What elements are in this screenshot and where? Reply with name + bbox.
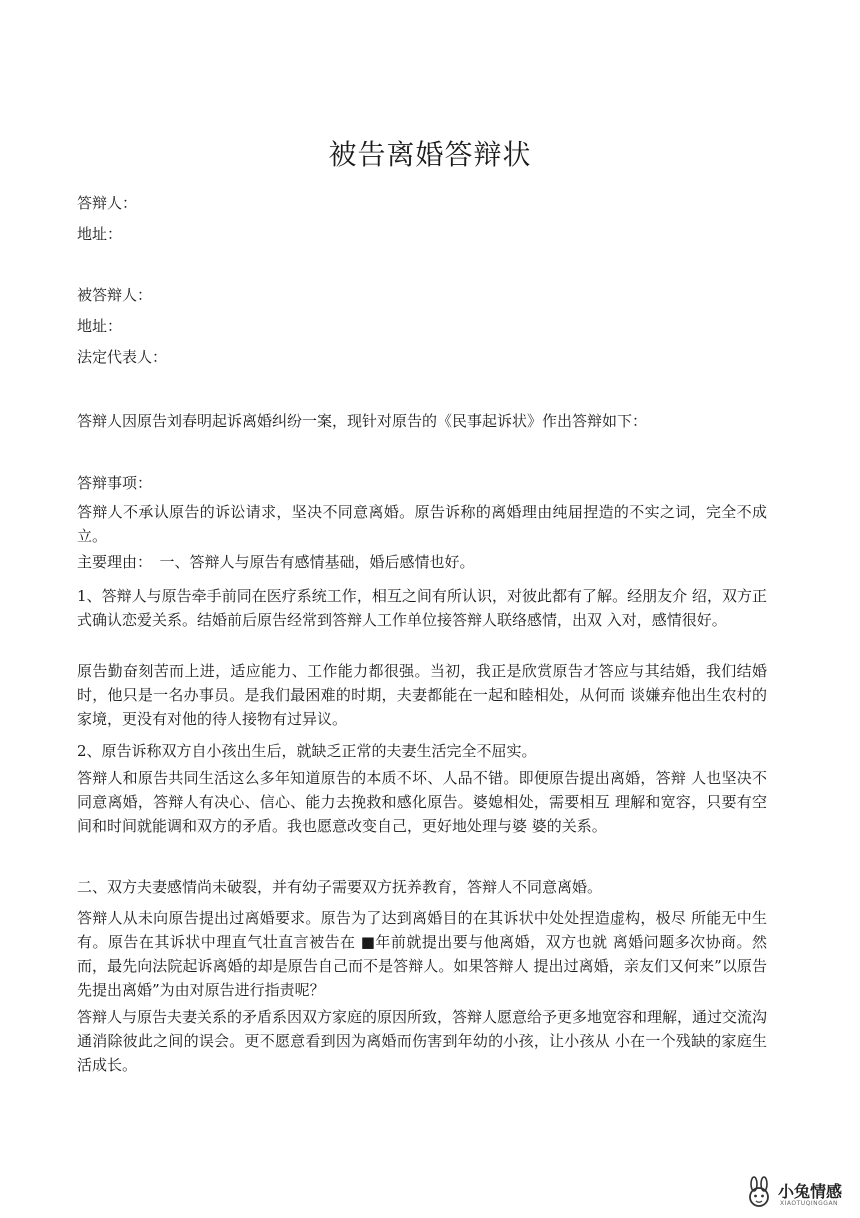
paragraph-point-2: 2、原告诉称双方自小孩出生后，就缺乏正常的夫妻生活完全不屈实。 [77,742,537,760]
matters-heading: 答辩事项： [77,474,153,492]
paragraph-point-1: 1、答辩人与原告牵手前同在医疗系统工作，相互之间有所认识，对彼此都有了解。经朋友介 绍，双方正式确认恋爱关系。结婚前后原告经常到答辩人工作单位接答辩人联络感情，出双 入对，感情很好。 [77,587,767,629]
watermark [742,1176,850,1212]
paragraph-family-conflict: 答辩人与原告夫妻关系的矛盾系因双方家庭的原因所致，答辩人愿意给予更多地宽容和理解，通过交流沟通消除彼此之间的误会。更不愿意看到因为离婚而伤害到年幼的小孩，让小孩从 小在一个残缺的家庭生活成长。 [77,1008,768,1074]
rabbit-logo-icon [742,1176,776,1210]
respondent-label: 答辩人： [77,194,138,212]
document-title: 被告离婚答辩状 [328,138,532,171]
plaintiff-address-label: 地址： [77,317,123,335]
paragraph-plaintiff-character: 原告勤奋刻苦而上进，适应能力、工作能力都很强。当初，我正是欣赏原告才答应与其结婚，我们结婚时，他只是一名办事员。是我们最困难的时期，夫妻都能在一起和睦相处，从何而 谈嫌弃他出生农村的家境，更没有对他的待人接物有过异议。 [77,662,767,728]
watermark-subtitle: XIAOTUQINGGAN [780,1200,839,1207]
paragraph-section-2: 二、双方夫妻感情尚未破裂，并有幼子需要双方抚养教育，答辩人不同意离婚。 [77,878,603,896]
paragraph-never-proposed: 答辩人从未向原告提出过离婚要求。原告为了达到离婚目的在其诉状中处处捏造虚构，极尽 所能无中生有。原告在其诉状中理直气壮直言被告在 ■年前就提出要与他离婚，双方也就 离婚问题多次协商。然而，最先向法院起诉离婚的却是原告自己而不是答辩人。如果答辩人 提出过离婚，亲友们又何来”以原告先提出离婚”为由对原告进行指责呢？ [77,909,767,999]
watermark-name: 小兔情感 [778,1182,843,1201]
intro-statement: 答辩人因原告刘春明起诉离婚纠纷一案，现针对原告的《民事起诉状》作出答辩如下： [77,412,648,430]
respondent-address-label: 地址： [77,225,123,243]
legal-representative-label: 法定代表人： [77,348,168,366]
paragraph-disagreement: 答辩人不承认原告的诉讼请求，坚决不同意离婚。原告诉称的离婚理由纯届捏造的不实之词，完全不成立。 [77,503,767,545]
plaintiff-label: 被答辩人： [77,286,153,304]
paragraph-reconciliation: 答辩人和原告共同生活这么多年知道原告的本质不坏、人品不错。即便原告提出离婚，答辩 人也坚决不同意离婚，答辩人有决心、信心、能力去挽救和感化原告。婆媳相处，需要相互 理解和宽容，只要有空间和时间就能调和双方的矛盾。我也愿意改变自己，更好地处理与婆 婆的关系。 [77,769,767,835]
paragraph-main-reason: 主要理由： 一、答辩人与原告有感情基础，婚后感情也好。 [77,553,475,571]
